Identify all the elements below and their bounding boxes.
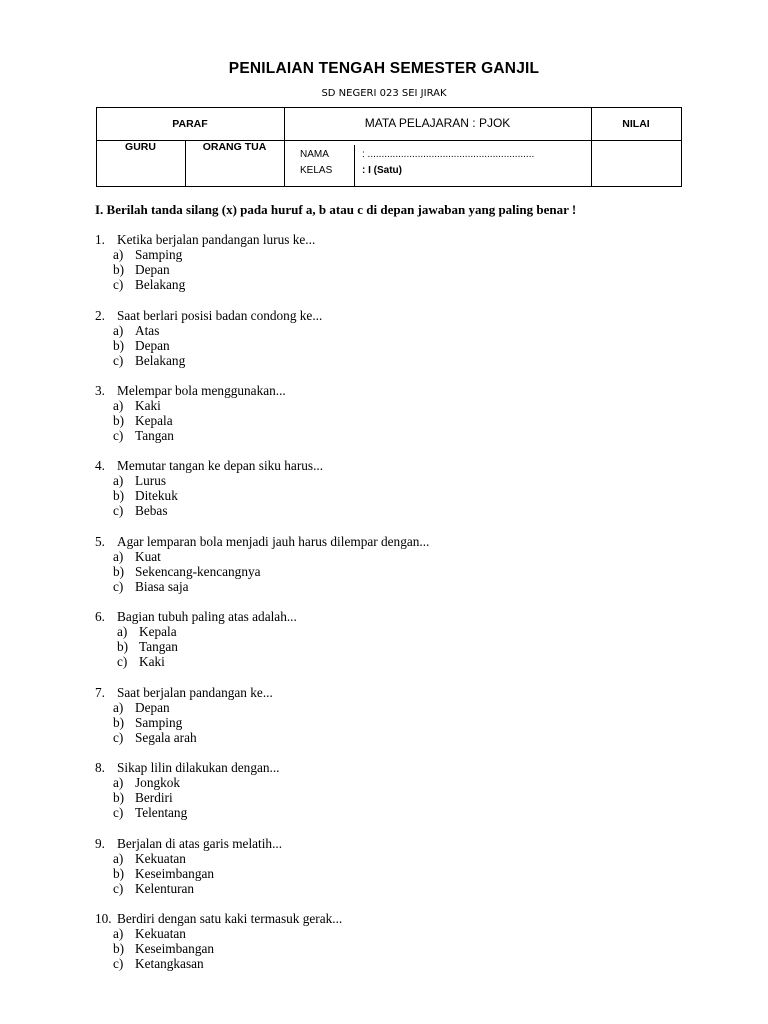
- question-number: 2.: [95, 308, 105, 323]
- option-letter: a): [113, 549, 124, 565]
- answer-option[interactable]: [95, 262, 315, 277]
- question-item: [95, 458, 323, 518]
- answer-option[interactable]: [95, 881, 282, 896]
- option-letter: c): [113, 353, 124, 369]
- answer-option[interactable]: [95, 805, 280, 820]
- option-text: Belakang: [135, 277, 186, 293]
- answer-option[interactable]: [95, 323, 322, 338]
- option-letter: a): [113, 473, 124, 489]
- question-stem: [95, 911, 342, 926]
- paraf-label: PARAF: [172, 118, 208, 130]
- option-text: Kepala: [139, 624, 177, 640]
- option-letter: b): [113, 488, 125, 504]
- option-text: Bebas: [135, 503, 168, 519]
- question-text: Bagian tubuh paling atas adalah...: [117, 609, 297, 624]
- option-text: Berdiri: [135, 790, 173, 806]
- nama-field[interactable]: : ............................................................: [362, 149, 535, 160]
- question-number: 4.: [95, 458, 105, 473]
- guru-label: GURU: [125, 141, 156, 153]
- question-stem: [95, 685, 273, 700]
- question-number: 1.: [95, 232, 105, 247]
- question-text: Saat berlari posisi badan condong ke...: [117, 308, 323, 323]
- question-stem: [95, 232, 315, 247]
- option-letter: a): [113, 247, 124, 263]
- option-letter: c): [117, 654, 128, 670]
- question-number: 9.: [95, 836, 105, 851]
- option-text: Lurus: [135, 473, 167, 489]
- answer-option[interactable]: [95, 941, 342, 956]
- answer-option[interactable]: [95, 790, 280, 805]
- answer-option[interactable]: [95, 564, 429, 579]
- question-number: 10.: [95, 911, 112, 926]
- instruction: I. Berilah tanda silang (x) pada huruf a, b atau c di depan jawaban yang paling benar !: [95, 202, 577, 217]
- option-letter: c): [113, 503, 124, 519]
- answer-option[interactable]: [95, 579, 429, 594]
- option-text: Kelenturan: [135, 881, 195, 897]
- option-letter: a): [113, 700, 124, 716]
- option-letter: b): [113, 790, 125, 806]
- question-text: Ketika berjalan pandangan lurus ke...: [117, 232, 316, 247]
- nilai-label: NILAI: [622, 118, 650, 130]
- option-text: Kaki: [135, 398, 161, 414]
- answer-option[interactable]: [95, 775, 280, 790]
- orang-tua-label: ORANG TUA: [202, 141, 267, 153]
- kelas-label: KELAS: [300, 165, 333, 176]
- question-stem: [95, 609, 297, 624]
- question-stem: [95, 760, 280, 775]
- info-table: [96, 107, 682, 187]
- option-text: Kepala: [135, 413, 173, 429]
- option-letter: c): [113, 956, 124, 972]
- option-letter: c): [113, 881, 124, 897]
- question-text: Agar lemparan bola menjadi jauh harus dilempar dengan...: [117, 534, 430, 549]
- answer-option[interactable]: [95, 277, 315, 292]
- option-text: Tangan: [135, 428, 174, 444]
- answer-option[interactable]: [95, 956, 342, 971]
- answer-option[interactable]: [95, 624, 297, 639]
- question-text: Saat berjalan pandangan ke...: [117, 685, 273, 700]
- option-letter: a): [113, 851, 124, 867]
- question-stem: [95, 308, 322, 323]
- answer-option[interactable]: [95, 654, 297, 669]
- question-number: 7.: [95, 685, 105, 700]
- answer-option[interactable]: [95, 488, 323, 503]
- answer-option[interactable]: [95, 398, 286, 413]
- question-stem: [95, 458, 323, 473]
- question-stem: [95, 534, 429, 549]
- answer-option[interactable]: [95, 549, 429, 564]
- question-stem: [95, 836, 282, 851]
- table-border-top: [96, 107, 682, 108]
- option-letter: a): [113, 926, 124, 942]
- nama-label: NAMA: [300, 149, 329, 160]
- option-letter: a): [113, 398, 124, 414]
- option-letter: a): [117, 624, 128, 640]
- answer-option[interactable]: [95, 639, 297, 654]
- answer-option[interactable]: [95, 413, 286, 428]
- question-item: [95, 685, 273, 745]
- option-text: Kekuatan: [135, 851, 186, 867]
- answer-option[interactable]: [95, 353, 322, 368]
- option-text: Ditekuk: [135, 488, 178, 504]
- option-text: Keseimbangan: [135, 866, 215, 882]
- question-text: Memutar tangan ke depan siku harus...: [117, 458, 324, 473]
- option-text: Biasa saja: [135, 579, 189, 595]
- question-number: 6.: [95, 609, 105, 624]
- option-text: Samping: [135, 715, 183, 731]
- answer-option[interactable]: [95, 247, 315, 262]
- option-letter: b): [113, 262, 125, 278]
- answer-option[interactable]: [95, 473, 323, 488]
- option-text: Atas: [135, 323, 160, 339]
- option-letter: b): [113, 715, 125, 731]
- answer-option[interactable]: [95, 700, 273, 715]
- question-number: 8.: [95, 760, 105, 775]
- answer-option[interactable]: [95, 428, 286, 443]
- kelas-value: : I (Satu): [362, 165, 402, 176]
- option-text: Tangan: [139, 639, 178, 655]
- answer-option[interactable]: [95, 866, 282, 881]
- option-letter: c): [113, 730, 124, 746]
- question-item: [95, 232, 315, 292]
- answer-option[interactable]: [95, 503, 323, 518]
- table-border-right: [681, 107, 682, 187]
- question-item: [95, 911, 342, 971]
- option-text: Samping: [135, 247, 183, 263]
- option-letter: b): [113, 564, 125, 580]
- option-letter: c): [113, 428, 124, 444]
- table-border-bottom: [96, 186, 682, 187]
- question-text: Melempar bola menggunakan...: [117, 383, 286, 398]
- option-text: Ketangkasan: [135, 956, 204, 972]
- option-letter: b): [113, 866, 125, 882]
- question-item: [95, 760, 280, 820]
- option-letter: a): [113, 323, 124, 339]
- answer-option[interactable]: [95, 926, 342, 941]
- option-text: Segala arah: [135, 730, 197, 746]
- page-title: PENILAIAN TENGAH SEMESTER GANJIL: [228, 60, 540, 77]
- option-text: Keseimbangan: [135, 941, 215, 957]
- question-item: [95, 836, 282, 896]
- option-text: Depan: [135, 338, 170, 354]
- table-divider-nama: [354, 145, 355, 187]
- option-letter: c): [113, 805, 124, 821]
- question-number: 5.: [95, 534, 105, 549]
- option-letter: c): [113, 277, 124, 293]
- option-text: Telentang: [135, 805, 188, 821]
- question-item: [95, 534, 429, 594]
- question-item: [95, 308, 322, 368]
- answer-option[interactable]: [95, 851, 282, 866]
- answer-option[interactable]: [95, 715, 273, 730]
- question-number: 3.: [95, 383, 105, 398]
- option-text: Depan: [135, 700, 170, 716]
- answer-option[interactable]: [95, 730, 273, 745]
- answer-option[interactable]: [95, 338, 322, 353]
- subject-label: MATA PELAJARAN : PJOK: [364, 116, 511, 130]
- option-letter: c): [113, 579, 124, 595]
- option-text: Sekencang-kencangnya: [135, 564, 261, 580]
- option-text: Jongkok: [135, 775, 181, 791]
- option-letter: b): [113, 941, 125, 957]
- option-text: Belakang: [135, 353, 186, 369]
- option-letter: b): [117, 639, 129, 655]
- option-text: Kaki: [139, 654, 165, 670]
- option-letter: b): [113, 413, 125, 429]
- question-text: Sikap lilin dilakukan dengan...: [117, 760, 280, 775]
- school-name: SD NEGERI 023 SEI JIRAK: [321, 88, 447, 99]
- option-letter: a): [113, 775, 124, 791]
- question-item: [95, 609, 297, 669]
- question-text: Berdiri dengan satu kaki termasuk gerak...: [117, 911, 343, 926]
- question-item: [95, 383, 286, 443]
- option-text: Kuat: [135, 549, 161, 565]
- question-stem: [95, 383, 286, 398]
- question-text: Berjalan di atas garis melatih...: [117, 836, 283, 851]
- option-text: Kekuatan: [135, 926, 186, 942]
- option-text: Depan: [135, 262, 170, 278]
- option-letter: b): [113, 338, 125, 354]
